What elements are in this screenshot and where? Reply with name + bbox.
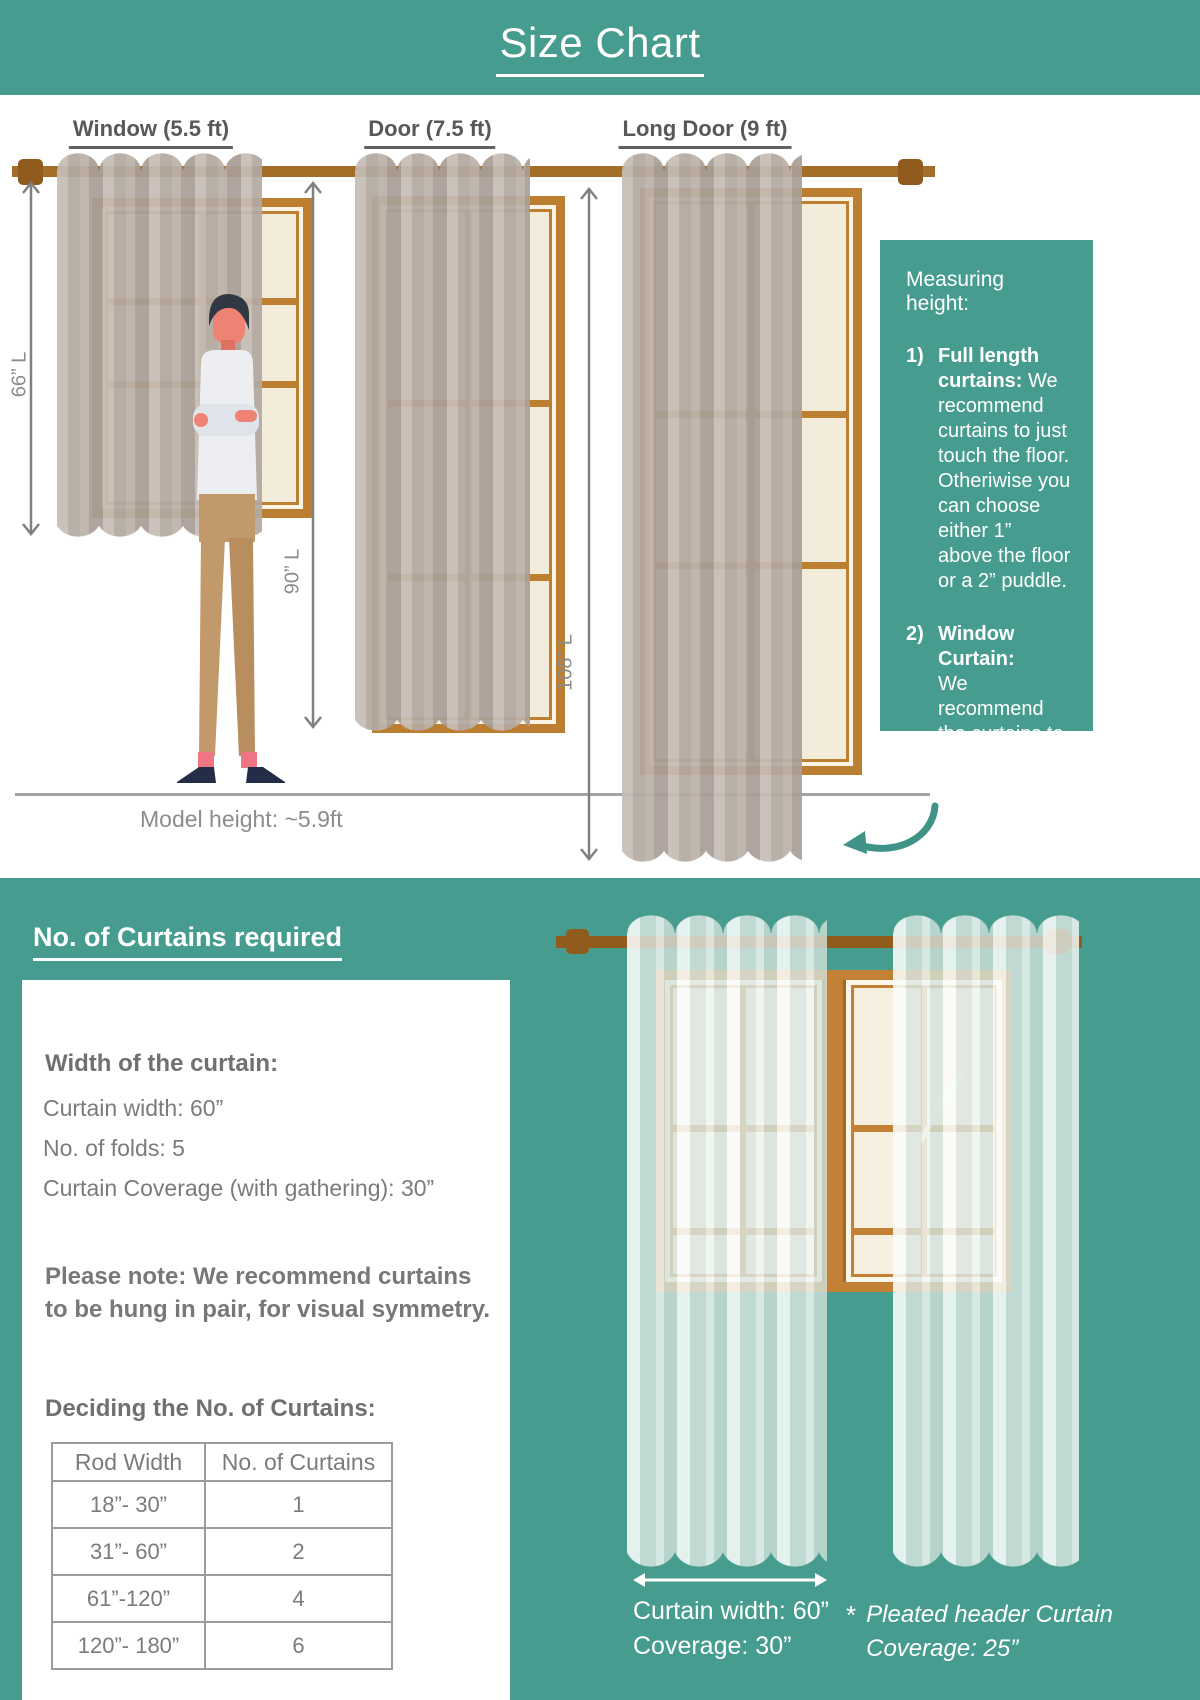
table-cell: 6 (206, 1623, 391, 1668)
measuring-item-1 (906, 344, 1071, 594)
length-label-66: 66” L (8, 351, 31, 398)
item-bold-label: Window Curtain: (938, 623, 1015, 670)
item-number: 1) (906, 345, 924, 367)
curtain-90in (355, 153, 530, 731)
table-header-rod-width: Rod Width (53, 1444, 204, 1480)
measuring-height-box (880, 240, 1093, 820)
table-cell: 18”- 30” (53, 1482, 204, 1527)
item-body (938, 344, 1071, 594)
length-label-90: 90” L (281, 548, 304, 595)
deciding-title: Deciding the No. of Curtains: (45, 1395, 376, 1422)
table-header-no-curtains: No. of Curtains (206, 1444, 391, 1480)
asterisk: * (846, 1600, 857, 1630)
item-number: 2) (906, 623, 924, 645)
bottom-heading: No. of Curtains required (33, 922, 342, 961)
measuring-item-2 (906, 622, 1071, 822)
table-cell: 4 (206, 1576, 391, 1621)
width-title: Width of the curtain: (45, 1050, 279, 1077)
label-window: Window (5.5 ft) (69, 116, 233, 149)
label-door: Door (7.5 ft) (364, 116, 495, 149)
bottom-rod-finial-left (566, 929, 589, 954)
rod-finial-right (898, 159, 923, 185)
curtain-108in (622, 153, 802, 862)
pleated-caption-line1: Pleated header Curtain (866, 1601, 1113, 1628)
sheer-curtain-left (627, 915, 827, 1567)
label-long-door: Long Door (9 ft) (619, 116, 792, 149)
bottom-section (0, 878, 1200, 1700)
pair-note: Please note: We recommend curtains to be hung in pair, for visual symmetry. (45, 1263, 490, 1323)
width-line: Curtain Coverage (with gathering): 30” (43, 1175, 435, 1201)
page-title: Size Chart (496, 19, 703, 77)
curtain-info-box (22, 980, 510, 1700)
width-caption-line2: Coverage: 30” (633, 1632, 792, 1660)
pleated-caption-line2: Coverage: 25” (866, 1635, 1019, 1662)
sheer-curtain-right (893, 915, 1079, 1567)
measure-arrow-108 (578, 186, 600, 862)
pleated-caption (846, 1598, 1113, 1666)
item-text: We recommend the curtains to fall 6”- 8” below the window sill. (938, 673, 1064, 820)
table-cell: 2 (206, 1529, 391, 1574)
table-cell: 31”- 60” (53, 1529, 204, 1574)
curtain-count-table (51, 1442, 393, 1670)
width-arrow (633, 1572, 827, 1588)
length-label-108: 108” L (554, 634, 577, 691)
curved-arrow-icon (833, 798, 941, 868)
measure-arrow-90 (302, 180, 324, 730)
table-cell: 61”-120” (53, 1576, 204, 1621)
pleated-caption-text (866, 1598, 1113, 1666)
item-text: We recommend curtains to just touch the floor. Otheriwise you can choose either 1” above the floor or a 2” puddle. (938, 370, 1071, 592)
width-line: No. of folds: 5 (43, 1135, 185, 1161)
table-cell: 1 (206, 1482, 391, 1527)
width-lines (43, 1088, 434, 1208)
item-bold-label: Full length curtains: (938, 345, 1040, 392)
width-caption-line1: Curtain width: 60” (633, 1597, 829, 1625)
model-person-illustration (164, 288, 298, 798)
width-line: Curtain width: 60” (43, 1095, 224, 1121)
measuring-box-title: Measuring height: (906, 268, 1005, 315)
table-cell: 120”- 180” (53, 1623, 204, 1668)
width-caption (633, 1594, 829, 1664)
header-bar (0, 0, 1200, 95)
model-height-note: Model height: ~5.9ft (140, 806, 343, 832)
item-body (938, 622, 1071, 822)
